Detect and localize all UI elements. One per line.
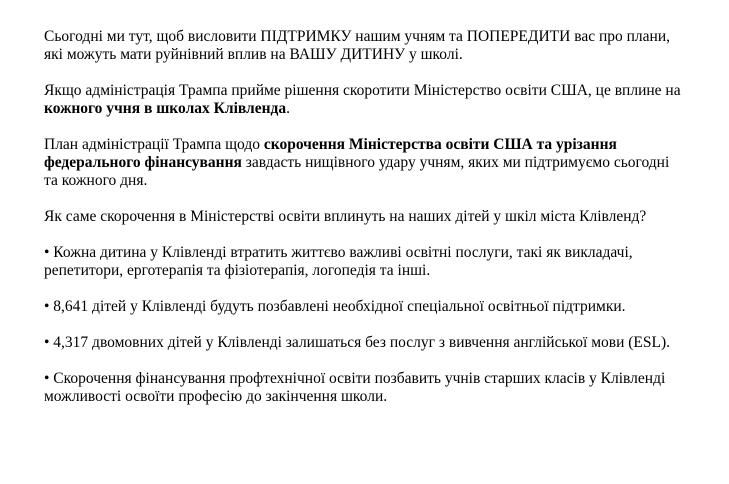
bullet-item-vocational <box>44 370 684 406</box>
plan-paragraph <box>44 136 684 190</box>
intro-text: Сьогодні ми тут, щоб висловити ПІДТРИМКУ нашим учням та ПОПЕРЕДИТИ вас про плани, які можуть мати руйнівний вплив на ВАШУ ДИТИНУ у школі. <box>44 28 670 63</box>
bullet-text: • Скорочення фінансування профтехнічної освіти позбавить учнів старших класів у Клівленді можливості освоїти професію до закінчення школи. <box>44 370 666 405</box>
bullet-text: • Кожна дитина у Клівленді втратить життєво важливі освітні послуги, такі як викладачі, репетитори, ерготерапія та фізіотерапія, логопедія та інші. <box>44 244 633 279</box>
plan-text-bold: скорочення Міністерства освіти США та урізання федерального фінансування <box>44 136 617 171</box>
impact-text-after: . <box>286 100 291 117</box>
bullet-text: • 4,317 двомовних дітей у Клівленді залишаться без послуг з вивчення англійської мови (ESL). <box>44 334 671 351</box>
bullet-item-esl <box>44 334 684 352</box>
impact-text-bold: кожного учня в школах Клівленда <box>44 100 287 117</box>
impact-text-before: Якщо адміністрація Трампа прийме рішення скоротити Міністерство освіти США, це вплине на <box>44 82 681 99</box>
plan-text-before: План адміністрації Трампа щодо <box>44 136 264 153</box>
question-paragraph <box>44 208 684 226</box>
bullet-item-special-education <box>44 298 684 316</box>
intro-paragraph <box>44 28 684 64</box>
document-body <box>44 28 684 406</box>
bullet-text: • 8,641 дітей у Клівленді будуть позбавлені необхідної спеціальної освітньої підтримки. <box>44 298 626 315</box>
plan-text-after: завдасть нищівного удару учням, яких ми підтримуємо сьогодні та кожного дня. <box>44 154 670 189</box>
question-text: Як саме скорочення в Міністерстві освіти вплинуть на наших дітей у шкіл міста Клівленд? <box>44 208 647 225</box>
impact-paragraph <box>44 82 684 118</box>
bullet-item-services <box>44 244 684 280</box>
